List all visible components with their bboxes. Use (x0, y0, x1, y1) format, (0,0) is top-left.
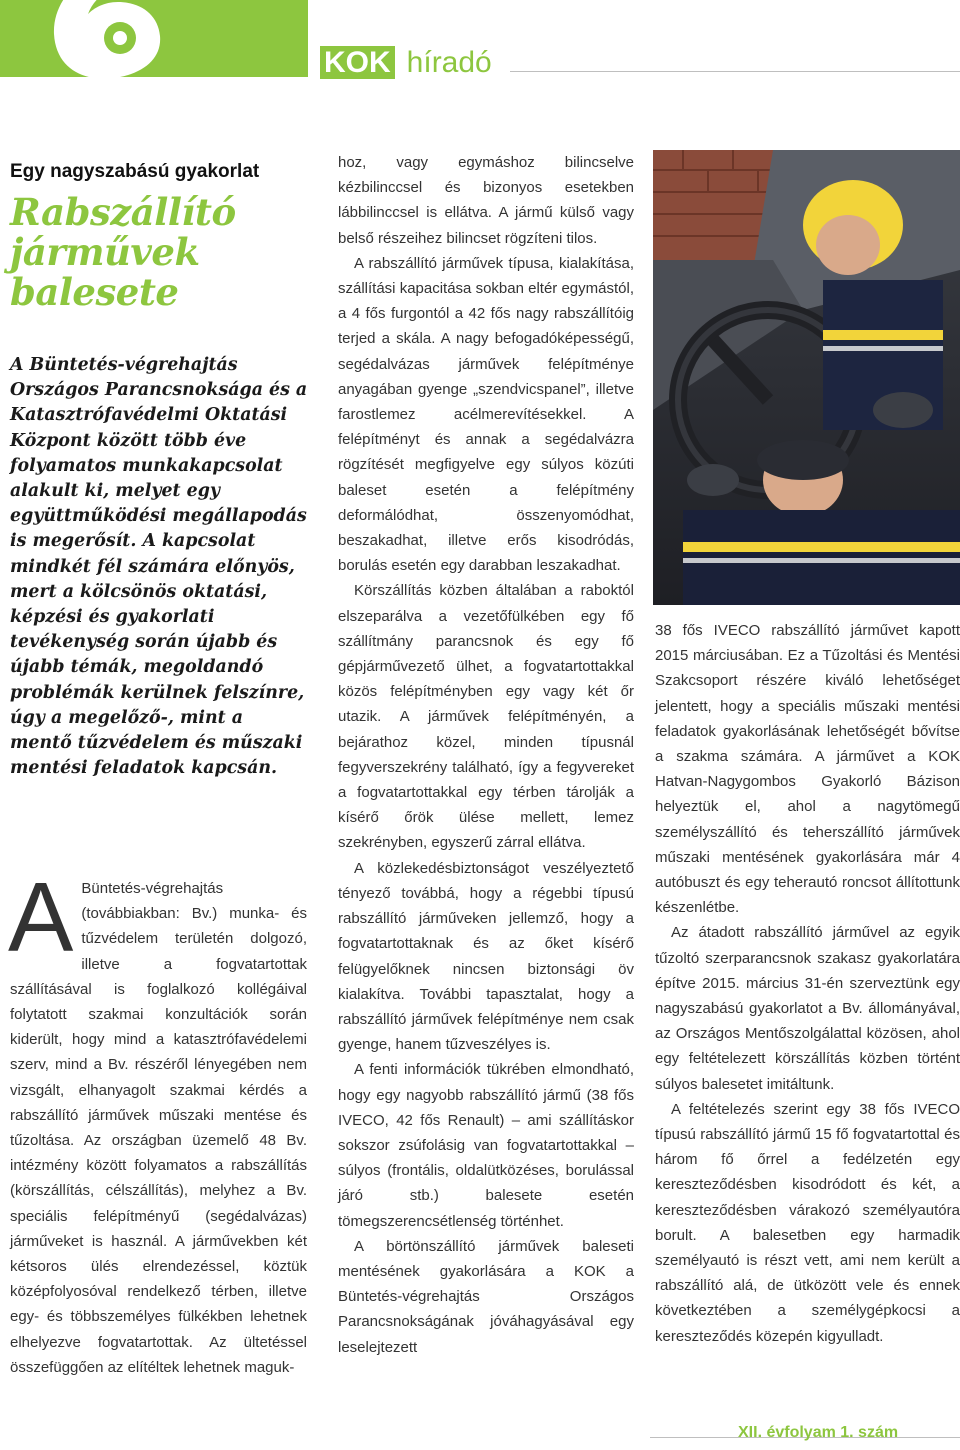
body-column-3 (655, 618, 960, 1349)
section-title (320, 46, 492, 80)
drop-cap: A (8, 862, 74, 972)
body-paragraph: A Büntetés-végrehajtás (továbbiakban: Bv.) munka- és tűzvédelem területén dolgozó, illetve a fogvatartottak szállításával is foglalkozó kollégáival folytatott szakmai konzultációk során kiderült, hogy mind a katasztrófavédelemi szerv, mind a Bv. részéről lényegében nem vizsgált, elhanyagolt szakmai kérdés a rabszállító járművek műszaki mentése és tűzoltása. Az országban üzemelő 48 Bv. intézmény között folyamatos a rabszállítás (körszállítás, célszállítás), melyhez a Bv. speciális felépítményű (segédalvázas) járműveket is használ. A járművekben két kétsoros ülés elrendezéssel, köztük középfolyosóval rendelkező térben, illetve egy- és többszemélyes fülkékben lehetnek elhelyezve fogvatartottak. Az ültetéssel összefüggően az elítéltek lehetnek maguk- (8, 862, 307, 1376)
body-paragraph: A rabszállító járművek típusa, kialakítása, szállítási kapacitása sokban eltér egymástól, a 4 fős furgontól a 42 fős nagy rabszállítóig terjed a skála. A nagy befogadóképességű, segédalvázas járművek felépítménye anyagában gyenge „szendvicspanel”, illetve farostlemez acélmerevítésekkel. A felépítményt és annak a segédalvázra rögzítését megfigyelve egy súlyos közúti baleset esetén a felépítmény deformálódhat, összenyomódhat, beszakadhat, illetve erős kisodródás, borulás esetén egy darabban leszakadhat. (338, 254, 634, 575)
body-paragraph: A börtönszállító járművek baleseti mentésének gyakorlására a KOK a Büntetés-végrehajtás Országos Parancsnokságának jóváhagyásával egy leselejtezett (338, 1237, 634, 1356)
article-lead: A Büntetés-végrehajtás Országos Parancsnoksága és a Katasztrófavédelmi Oktatási Központ között több éve folyamatos munkakapcsolat alakult ki, melyet egy együttműködési megállapodás is megerősít. A kapcsolat mindkét fél számára előnyös, mert a kölcsönös oktatási, képzési és gyakorlati tevékenység során újabb és újabb témák, megoldandó problémák kerülnek felszínre, úgy a megelőző-, mint a mentő tűzvédelem és műszaki mentési feladatok kapcsán. (10, 355, 308, 779)
body-paragraph: Körszállítás közben általában a raboktól elszeparálva a vezetőfülkében egy fő szállítmány parancsnok és egy fő gépjárművezető ülhet, a fogvatartottakkal közös felépítményben egy vagy két őr utazik. A járművek felépítményén, a bejárathoz közel, minden típusnál fegyverszekrény található, így a fegyvereket a fogvatartottakkal egy térben tárolják a kísérő őrök ülése mellett, lemez szekrényben, egyszerű zárral ellátva. (338, 582, 634, 852)
page-number-badge (40, 0, 170, 77)
body-paragraph: Az átadott rabszállító járművel az egyik tűzoltó szerparancsnok szakasz gyakorlatára építve 2015. március 31-én szerveztünk egy nagyszabású gyakorlatot a Bv. állományával, az Országos Mentőszolgálattal közösen, ahol egy feltételezett körszállítás közben történt súlyos balesetet imitáltunk. (655, 924, 960, 1093)
body-paragraph: A fenti információk tükrében elmondható, hogy egy nagyobb rabszállító jármű (38 fős IVECO, 42 fős Renault) – ami szállításkor sokszor zsúfolásig van fogvatartottakkal – súlyos (frontális, oldalütközéses, borulással járó stb.) balesete esetén tömegszerencsétlenség történhet. (338, 1061, 634, 1230)
article-kicker: Egy nagyszabású gyakorlat (10, 161, 260, 182)
section-title-kok: KOK (320, 46, 395, 79)
body-paragraph: 38 fős IVECO rabszállító járművet kapott 2015 márciusában. Ez a Tűzoltási és Mentési Szakcsoport részére kiváló lehetőséget jelentett, hogy a speciális műszaki mentési feladatok gyakorlásának lehetőségét bővítse a szakma számára. A járművet a KOK Hatvan-Nagygombos Gyakorló Bázison helyeztük el, ahol a nagytömegű személyszállító és teherszállító járművek műszaki mentésének gyakorlására már 4 autóbuszt és egy teherautó roncsot állítottunk készenlétbe. (655, 622, 960, 917)
body-paragraph: A feltételezés szerint egy 38 fős IVECO típusú rabszállító jármű 15 fő fogvatartottal és három fő őrrel a fedélzetén egy kereszteződésben kisodródott és két, a kereszteződésben várakozó személyautóra borult. A balesetben egy harmadik személyautó is részt vett, ami nem került a rabszállító alá, de ütközött vele és ennek következtében a személygépkocsi a kereszteződés közepén kigyulladt. (655, 1100, 960, 1345)
header-rule (510, 71, 960, 72)
article-title: Rabszállító járművek balesete (10, 190, 236, 314)
body-column-2 (338, 150, 634, 1360)
body-paragraph: hoz, vagy egymáshoz bilincselve kézbilinccsel és bizonyos esetekben lábbilinccsel is ellátva. A jármű külső vagy belső részeihez bilincset rögzíteni tilos. (338, 154, 634, 247)
section-title-hirado: híradó (406, 46, 492, 79)
body-column-1 (8, 862, 307, 1380)
article-photo (653, 150, 960, 605)
body-paragraph: A közlekedésbiztonságot veszélyeztető tényező továbbá, hogy a régebbi típusú rabszállító járműveken jellemző, hogy a fogvatartottaknak és az őket kísérő felügyelőknek nincsen biztonsági öv kialakítva. További tapasztalat, hogy a rabszállító járművek felépítménye nem csak gyenge, hanem tűzveszélyes is. (338, 859, 634, 1054)
issue-label: XII. évfolyam 1. szám (738, 1424, 899, 1441)
